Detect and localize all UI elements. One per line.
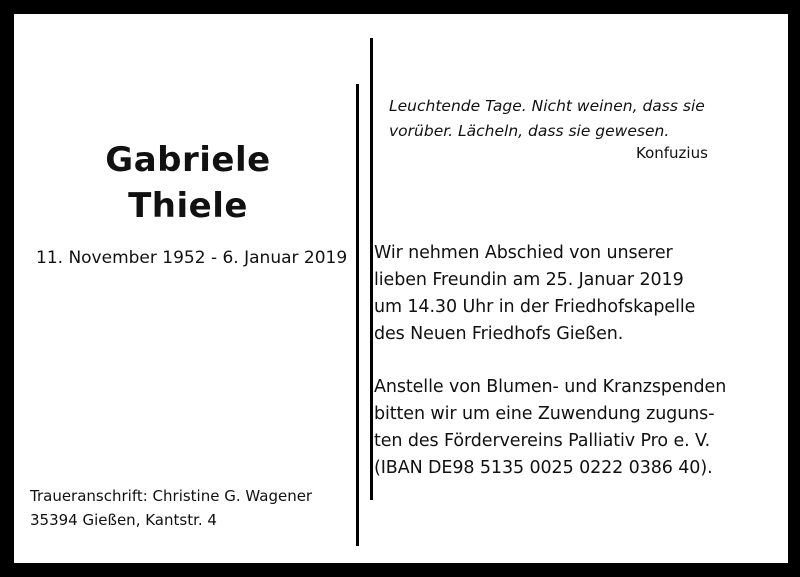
- announcement-line-4: des Neuen Friedhofs Gießen.: [374, 324, 624, 344]
- donation-line-1: Anstelle von Blumen- und Kranzspenden: [374, 377, 727, 397]
- quote-author: Konfuzius: [636, 144, 708, 162]
- donation-line-4: (IBAN DE98 5135 0025 0222 0386 40).: [374, 458, 713, 478]
- announcement-line-3: um 14.30 Uhr in der Friedhofskapelle: [374, 297, 696, 317]
- divider-line-left: [356, 84, 359, 546]
- donation-line-3: ten des Fördervereins Palliativ Pro e. V.: [374, 431, 711, 451]
- quote-line-2: vorüber. Lächeln, dass sie gewesen.: [389, 122, 670, 140]
- divider-line-right: [370, 38, 373, 500]
- life-dates: 11. November 1952 - 6. Januar 2019: [36, 248, 348, 268]
- quote-line-1: Leuchtende Tage. Nicht weinen, dass sie: [389, 97, 705, 115]
- donation-line-2: bitten wir um eine Zuwendung zuguns-: [374, 404, 715, 424]
- announcement-line-1: Wir nehmen Abschied von unserer: [374, 243, 673, 263]
- announcement-line-2: lieben Freundin am 25. Januar 2019: [374, 270, 684, 290]
- mourning-address-line-2: 35394 Gießen, Kantstr. 4: [30, 511, 217, 529]
- deceased-last-name: Thiele: [128, 186, 248, 226]
- deceased-first-name: Gabriele: [105, 140, 271, 180]
- mourning-address-line-1: Traueranschrift: Christine G. Wagener: [30, 487, 313, 505]
